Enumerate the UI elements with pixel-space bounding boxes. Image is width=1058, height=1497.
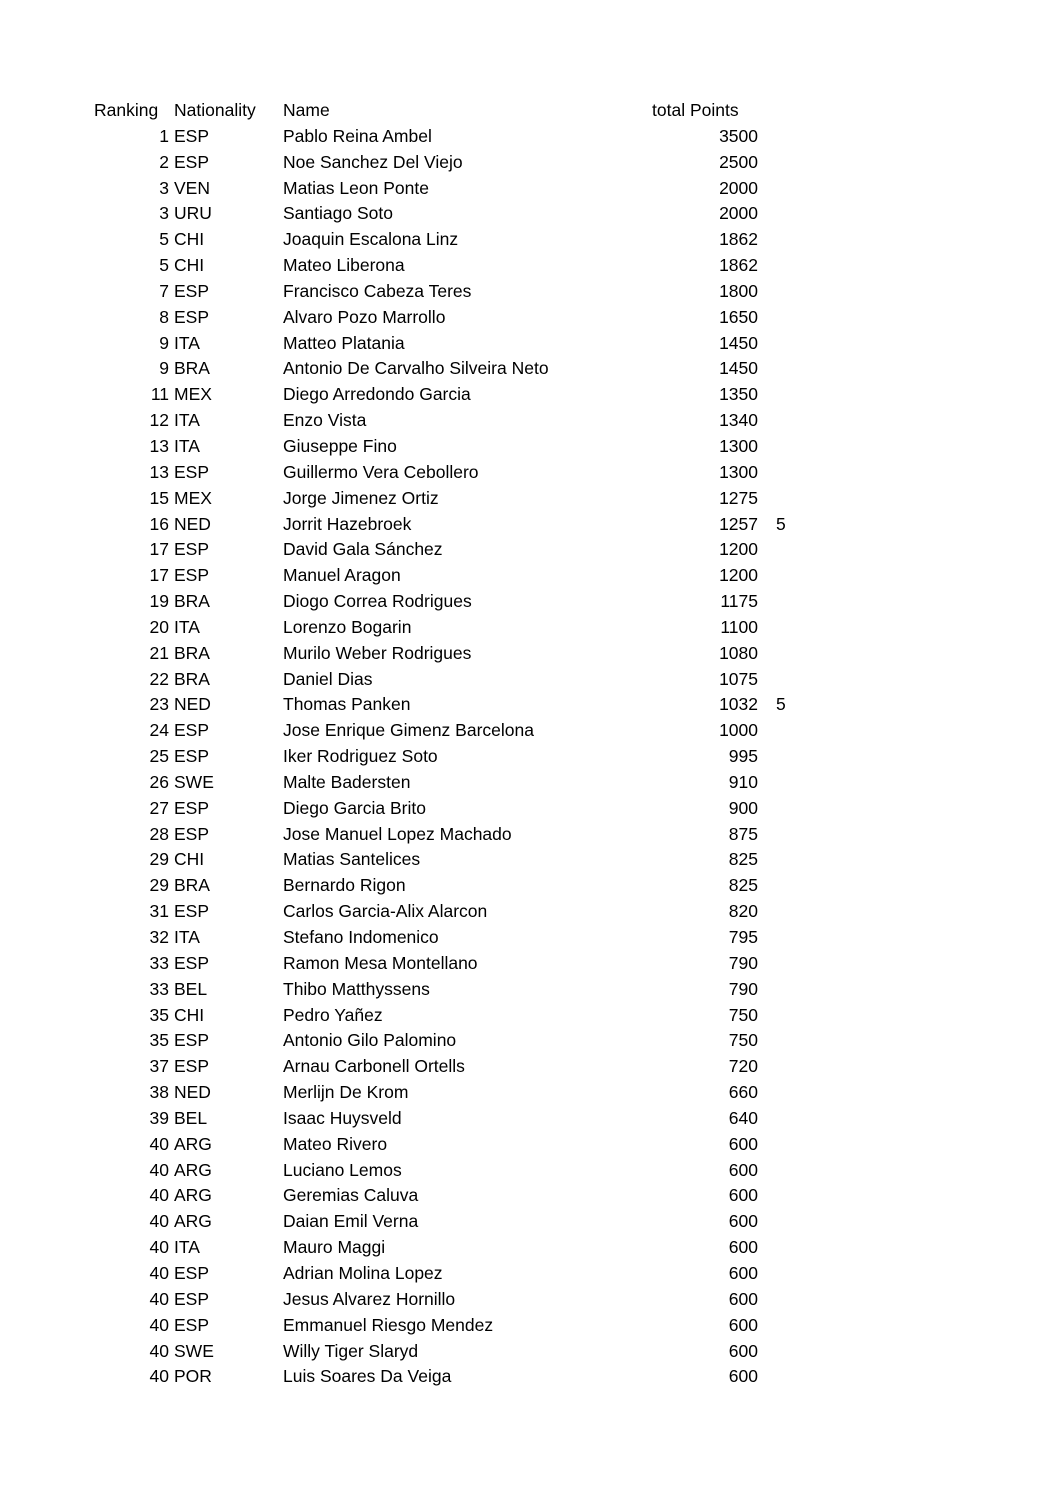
nationality-cell: BEL	[174, 978, 208, 999]
points-cell: 790	[728, 952, 758, 973]
nationality-cell: ESP	[174, 565, 210, 586]
name-cell: Santiago Soto	[283, 203, 393, 224]
nationality-cell: VEN	[174, 177, 210, 198]
ranking-cell: 35	[149, 1030, 169, 1051]
nationality-cell: NED	[174, 1082, 211, 1103]
table-row	[0, 1235, 1058, 1261]
points-cell: 600	[728, 1262, 758, 1283]
points-cell: 1800	[719, 280, 758, 301]
table-row	[0, 1339, 1058, 1365]
points-cell: 820	[728, 901, 758, 922]
name-cell: Isaac Huysveld	[283, 1107, 402, 1128]
ranking-cell: 22	[149, 668, 169, 689]
ranking-cell: 40	[149, 1133, 169, 1154]
nationality-cell: ESP	[174, 151, 210, 172]
points-cell: 1350	[719, 384, 758, 405]
table-row	[0, 1313, 1058, 1339]
table-row	[0, 176, 1058, 202]
header-name: Name	[283, 100, 330, 120]
table-row	[0, 692, 1058, 718]
table-row	[0, 1364, 1058, 1390]
nationality-cell: ESP	[174, 1056, 210, 1077]
table-row	[0, 615, 1058, 641]
table-header	[0, 98, 1058, 124]
nationality-cell: URU	[174, 203, 212, 224]
points-cell: 1300	[719, 435, 758, 456]
nationality-cell: ARG	[174, 1159, 212, 1180]
name-cell: Mauro Maggi	[283, 1237, 386, 1258]
points-cell: 995	[728, 746, 758, 767]
table-row	[0, 227, 1058, 253]
name-cell: Jorrit Hazebroek	[283, 513, 412, 534]
nationality-cell: ESP	[174, 746, 210, 767]
points-cell: 1862	[719, 229, 758, 250]
name-cell: Jesus Alvarez Hornillo	[283, 1288, 456, 1309]
ranking-cell: 40	[149, 1314, 169, 1335]
table-row	[0, 279, 1058, 305]
nationality-cell: ESP	[174, 461, 210, 482]
table-row	[0, 1132, 1058, 1158]
table-row	[0, 925, 1058, 951]
nationality-cell: BRA	[174, 875, 210, 896]
ranking-cell: 29	[149, 875, 169, 896]
table-row	[0, 1158, 1058, 1184]
ranking-cell: 31	[149, 901, 169, 922]
nationality-cell: ESP	[174, 1288, 210, 1309]
nationality-cell: ITA	[174, 435, 200, 456]
name-cell: Pedro Yañez	[283, 1004, 383, 1025]
ranking-cell: 37	[149, 1056, 169, 1077]
nationality-cell: ARG	[174, 1133, 212, 1154]
points-cell: 600	[728, 1314, 758, 1335]
name-cell: Matias Leon Ponte	[283, 177, 429, 198]
table-row	[0, 718, 1058, 744]
ranking-cell: 40	[149, 1237, 169, 1258]
name-cell: Jorge Jimenez Ortiz	[283, 487, 439, 508]
ranking-cell: 40	[149, 1185, 169, 1206]
nationality-cell: CHI	[174, 229, 205, 250]
nationality-cell: MEX	[174, 487, 212, 508]
table-row	[0, 951, 1058, 977]
ranking-cell: 25	[149, 746, 169, 767]
nationality-cell: ESP	[174, 1314, 210, 1335]
nationality-cell: SWE	[174, 771, 214, 792]
table-row	[0, 796, 1058, 822]
ranking-cell: 27	[149, 797, 169, 818]
points-cell: 2500	[719, 151, 758, 172]
points-cell: 825	[728, 849, 758, 870]
nationality-cell: ITA	[174, 332, 200, 353]
name-cell: Thomas Panken	[283, 694, 411, 715]
table-row	[0, 356, 1058, 382]
nationality-cell: ITA	[174, 1237, 200, 1258]
ranking-cell: 20	[149, 616, 169, 637]
name-cell: Emmanuel Riesgo Mendez	[283, 1314, 494, 1335]
nationality-cell: CHI	[174, 255, 205, 276]
name-cell: Jose Manuel Lopez Machado	[283, 823, 512, 844]
name-cell: Matteo Platania	[283, 332, 405, 353]
name-cell: Daian Emil Verna	[283, 1211, 419, 1232]
nationality-cell: ESP	[174, 125, 210, 146]
name-cell: Adrian Molina Lopez	[283, 1262, 443, 1283]
table-row	[0, 1080, 1058, 1106]
name-cell: Diego Garcia Brito	[283, 797, 426, 818]
header-total-points: total Points	[652, 100, 739, 120]
points-cell: 3500	[719, 125, 758, 146]
ranking-cell: 26	[149, 771, 169, 792]
points-cell: 1080	[719, 642, 758, 663]
table-row	[0, 847, 1058, 873]
name-cell: Merlijn De Krom	[283, 1082, 409, 1103]
name-cell: Lorenzo Bogarin	[283, 616, 412, 637]
points-cell: 1000	[719, 720, 758, 741]
nationality-cell: NED	[174, 513, 211, 534]
table-row	[0, 1287, 1058, 1313]
points-cell: 1650	[719, 306, 758, 327]
points-cell: 1450	[719, 332, 758, 353]
name-cell: Jose Enrique Gimenz Barcelona	[283, 720, 534, 741]
ranking-cell: 13	[149, 461, 169, 482]
name-cell: Stefano Indomenico	[283, 927, 439, 947]
ranking-cell: 17	[149, 539, 169, 560]
points-cell: 600	[728, 1366, 758, 1387]
name-cell: Giuseppe Fino	[283, 435, 397, 456]
points-cell: 640	[728, 1107, 758, 1128]
name-cell: Luciano Lemos	[283, 1159, 402, 1180]
nationality-cell: ESP	[174, 539, 210, 560]
table-row	[0, 1003, 1058, 1029]
nationality-cell: ESP	[174, 901, 210, 922]
points-cell: 1257	[719, 513, 758, 534]
nationality-cell: ESP	[174, 306, 210, 327]
points-cell: 1450	[719, 358, 758, 379]
nationality-cell: CHI	[174, 849, 205, 870]
name-cell: Willy Tiger Slaryd	[283, 1340, 419, 1361]
table-row	[0, 1106, 1058, 1132]
ranking-cell: 28	[149, 823, 169, 844]
nationality-cell: CHI	[174, 1004, 205, 1025]
points-cell: 600	[728, 1211, 758, 1232]
nationality-cell: BRA	[174, 591, 210, 612]
points-cell: 1275	[719, 487, 758, 508]
ranking-cell: 15	[149, 487, 169, 508]
table-row	[0, 977, 1058, 1003]
extra-cell: 5	[776, 694, 786, 715]
name-cell: Murilo Weber Rodrigues	[283, 642, 472, 663]
name-cell: Pablo Reina Ambel	[283, 125, 432, 146]
table-row	[0, 253, 1058, 279]
table-row	[0, 1183, 1058, 1209]
table-row	[0, 460, 1058, 486]
points-cell: 1175	[720, 591, 758, 612]
table-row	[0, 1209, 1058, 1235]
table-row	[0, 899, 1058, 925]
ranking-cell: 3	[159, 203, 169, 224]
name-cell: Noe Sanchez Del Viejo	[283, 151, 463, 172]
table-row	[0, 408, 1058, 434]
table-row	[0, 331, 1058, 357]
ranking-cell: 7	[159, 280, 169, 301]
ranking-cell: 40	[149, 1366, 169, 1387]
points-cell: 600	[728, 1340, 758, 1361]
ranking-cell: 5	[159, 229, 169, 250]
nationality-cell: ESP	[174, 797, 210, 818]
ranking-cell: 19	[149, 591, 169, 612]
name-cell: Matias Santelices	[283, 849, 421, 870]
nationality-cell: ARG	[174, 1211, 212, 1232]
nationality-cell: ARG	[174, 1185, 212, 1206]
ranking-cell: 29	[149, 849, 169, 870]
header-nationality: Nationality	[174, 100, 256, 120]
points-cell: 1862	[719, 255, 758, 276]
name-cell: Malte Badersten	[283, 771, 411, 792]
nationality-cell: BRA	[174, 668, 210, 689]
name-cell: David Gala Sánchez	[283, 539, 443, 560]
ranking-cell: 23	[149, 694, 169, 715]
name-cell: Luis Soares Da Veiga	[283, 1366, 452, 1387]
name-cell: Diego Arredondo Garcia	[283, 384, 471, 405]
points-cell: 660	[728, 1082, 758, 1103]
points-cell: 600	[728, 1288, 758, 1309]
points-cell: 1200	[719, 539, 758, 560]
ranking-cell: 3	[159, 177, 169, 198]
nationality-cell: ITA	[174, 927, 200, 947]
table-row	[0, 150, 1058, 176]
table-row	[0, 563, 1058, 589]
name-cell: Joaquin Escalona Linz	[283, 229, 459, 250]
nationality-cell: NED	[174, 694, 211, 715]
name-cell: Ramon Mesa Montellano	[283, 952, 478, 973]
name-cell: Arnau Carbonell Ortells	[283, 1056, 465, 1077]
points-cell: 1075	[719, 668, 758, 689]
ranking-cell: 9	[159, 358, 169, 379]
name-cell: Enzo Vista	[283, 410, 367, 431]
ranking-cell: 40	[149, 1340, 169, 1361]
ranking-cell: 33	[149, 952, 169, 973]
points-cell: 1032	[719, 694, 758, 715]
name-cell: Iker Rodriguez Soto	[283, 746, 438, 767]
table-row	[0, 1261, 1058, 1287]
name-cell: Antonio De Carvalho Silveira Neto	[283, 358, 549, 379]
ranking-cell: 13	[149, 435, 169, 456]
ranking-cell: 24	[149, 720, 169, 741]
name-cell: Mateo Rivero	[283, 1133, 388, 1154]
nationality-cell: ITA	[174, 616, 200, 637]
table-row	[0, 512, 1058, 538]
name-cell: Geremias Caluva	[283, 1185, 419, 1206]
table-row	[0, 589, 1058, 615]
nationality-cell: MEX	[174, 384, 212, 405]
name-cell: Alvaro Pozo Marrollo	[283, 306, 446, 327]
ranking-cell: 40	[149, 1159, 169, 1180]
ranking-cell: 17	[149, 565, 169, 586]
points-cell: 1300	[719, 461, 758, 482]
header-ranking: Ranking	[94, 100, 159, 120]
ranking-cell: 12	[149, 410, 169, 431]
nationality-cell: ESP	[174, 823, 210, 844]
name-cell: Diogo Correa Rodrigues	[283, 591, 472, 612]
points-cell: 600	[728, 1133, 758, 1154]
name-cell: Francisco Cabeza Teres	[283, 280, 472, 301]
name-cell: Mateo Liberona	[283, 255, 405, 276]
nationality-cell: ESP	[174, 280, 210, 301]
points-cell: 750	[728, 1004, 758, 1025]
nationality-cell: POR	[174, 1366, 212, 1387]
name-cell: Antonio Gilo Palomino	[283, 1030, 457, 1051]
nationality-cell: ITA	[174, 410, 200, 431]
table-row	[0, 305, 1058, 331]
table-row	[0, 382, 1058, 408]
ranking-cell: 35	[149, 1004, 169, 1025]
name-cell: Bernardo Rigon	[283, 875, 406, 896]
points-cell: 750	[728, 1030, 758, 1051]
table-body	[0, 124, 1058, 1390]
points-cell: 875	[728, 823, 758, 844]
points-cell: 825	[728, 875, 758, 896]
points-cell: 2000	[719, 177, 758, 198]
ranking-cell: 38	[149, 1082, 169, 1103]
ranking-cell: 5	[159, 255, 169, 276]
points-cell: 1100	[720, 616, 758, 637]
table-row	[0, 1028, 1058, 1054]
table-row	[0, 770, 1058, 796]
ranking-cell: 40	[149, 1211, 169, 1232]
name-cell: Carlos Garcia-Alix Alarcon	[283, 901, 488, 922]
ranking-cell: 8	[159, 306, 169, 327]
extra-cell: 5	[776, 513, 786, 534]
nationality-cell: ESP	[174, 1262, 210, 1283]
ranking-sheet	[0, 98, 1058, 1390]
nationality-cell: ESP	[174, 1030, 210, 1051]
nationality-cell: SWE	[174, 1340, 214, 1361]
table-row	[0, 537, 1058, 563]
points-cell: 2000	[719, 203, 758, 224]
points-cell: 600	[728, 1185, 758, 1206]
nationality-cell: BEL	[174, 1107, 208, 1128]
table-row	[0, 873, 1058, 899]
ranking-cell: 1	[159, 125, 169, 146]
ranking-cell: 32	[149, 927, 169, 947]
nationality-cell: ESP	[174, 720, 210, 741]
ranking-cell: 9	[159, 332, 169, 353]
name-cell: Daniel Dias	[283, 668, 373, 689]
table-row	[0, 1054, 1058, 1080]
ranking-cell: 2	[159, 151, 169, 172]
ranking-cell: 39	[149, 1107, 169, 1128]
points-cell: 900	[728, 797, 758, 818]
table-row	[0, 486, 1058, 512]
nationality-cell: ESP	[174, 952, 210, 973]
ranking-cell: 33	[149, 978, 169, 999]
ranking-cell: 16	[149, 513, 169, 534]
nationality-cell: BRA	[174, 358, 210, 379]
table-row	[0, 201, 1058, 227]
nationality-cell: BRA	[174, 642, 210, 663]
table-row	[0, 124, 1058, 150]
points-cell: 1340	[719, 410, 758, 431]
table-row	[0, 822, 1058, 848]
ranking-cell: 21	[149, 642, 169, 663]
name-cell: Thibo Matthyssens	[283, 978, 430, 999]
points-cell: 790	[728, 978, 758, 999]
points-cell: 795	[728, 927, 758, 947]
table-row	[0, 434, 1058, 460]
table-row	[0, 744, 1058, 770]
table-row	[0, 667, 1058, 693]
ranking-cell: 40	[149, 1262, 169, 1283]
points-cell: 910	[728, 771, 758, 792]
ranking-cell: 11	[150, 384, 169, 405]
ranking-cell: 40	[149, 1288, 169, 1309]
points-cell: 720	[728, 1056, 758, 1077]
name-cell: Guillermo Vera Cebollero	[283, 461, 479, 482]
table-row	[0, 641, 1058, 667]
name-cell: Manuel Aragon	[283, 565, 401, 586]
points-cell: 1200	[719, 565, 758, 586]
points-cell: 600	[728, 1237, 758, 1258]
points-cell: 600	[728, 1159, 758, 1180]
